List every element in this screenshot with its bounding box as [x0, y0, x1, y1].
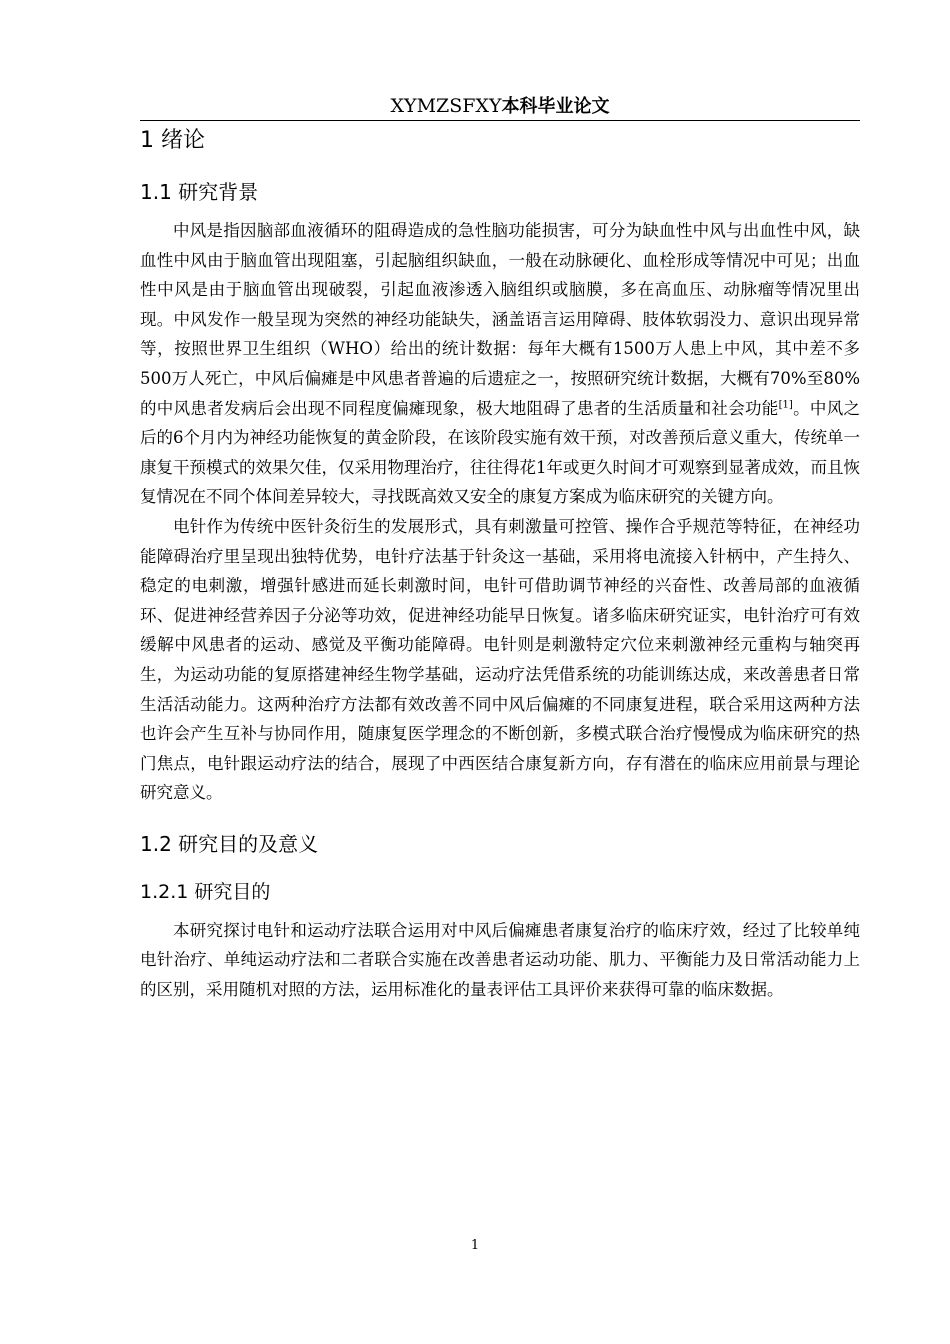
paragraph-text: 。中风之后的6个月内为神经功能恢复的黄金阶段，在该阶段实施有效干预，对改善预后意义重大，传统单一康复干预模式的效果欠佳，仅采用物理治疗，往往得花1年或更久时间才可观察到显著成效，而且恢复情况在不同个体间差异较大，寻找既高效又安全的康复方案成为临床研究的关键方向。	[140, 398, 861, 507]
header-latin: XYMZSFXY	[390, 95, 502, 117]
paragraph-text: 中风是指因脑部血液循环的阻碍造成的急性脑功能损害，可分为缺血性中风与出血性中风，缺血性中风由于脑血管出现阻塞，引起脑组织缺血，一般在动脉硬化、血栓形成等情况中可见；出血性中风是由于脑血管出现破裂，引起血液渗透入脑组织或脑膜，多在高血压、动脉瘤等情况里出现。中风发作一般呈现为突然的神经功能缺失，涵盖语言运用障碍、肢体软弱没力、意识出现异常等，按照世界卫生组织（WHO）给出的统计数据：每年大概有1500万人患上中风，其中差不多500万人死亡，中风后偏瘫是中风患者普遍的后遗症之一，按照研究统计数据，大概有70%至80%的中风患者发病后会出现不同程度偏瘫现象，极大地阻碍了患者的生活质量和社会功能	[140, 221, 860, 418]
section-1-2-1-title: 1.2.1 研究目的	[140, 880, 271, 903]
section-1-1-paragraph-1	[140, 216, 860, 512]
page-number: 1	[470, 1238, 480, 1253]
citation-ref[interactable]: [1]	[778, 399, 793, 411]
page-content	[140, 120, 860, 1005]
section-1-1-title: 1.1 研究背景	[140, 180, 259, 204]
section-1-2-1-paragraph-1: 本研究探讨电针和运动疗法联合运用对中风后偏瘫患者康复治疗的临床疗效，经过了比较单纯电针治疗、单纯运动疗法和二者联合实施在改善患者运动功能、肌力、平衡能力及日常活动能力上的区别，采用随机对照的方法，运用标准化的量表评估工具评价来获得可靠的临床数据。	[140, 920, 860, 1000]
header-cn: 本科毕业论文	[501, 96, 610, 117]
section-1-1-paragraph-2: 电针作为传统中医针灸衍生的发展形式，具有刺激量可控管、操作合乎规范等特征，在神经功能障碍治疗里呈现出独特优势，电针疗法基于针灸这一基础，采用将电流接入针柄中，产生持久、稳定的电刺激，增强针感进而延长刺激时间，电针可借助调节神经的兴奋性、改善局部的血液循环、促进神经营养因子分泌等功效，促进神经功能早日恢复。诸多临床研究证实，电针治疗可有效缓解中风患者的运动、感觉及平衡功能障碍。电针则是刺激特定穴位来刺激神经元重构与轴突再生，为运动功能的复原搭建神经生物学基础，运动疗法凭借系统的功能训练达成，来改善患者日常生活活动能力。这两种治疗方法都有效改善不同中风后偏瘫的不同康复进程，联合采用这两种方法也许会产生互补与协同作用，随康复医学理念的不断创新，多模式联合治疗慢慢成为临床研究的热门焦点，电针跟运动疗法的结合，展现了中西医结合康复新方向，存有潜在的临床应用前景与理论研究意义。	[140, 516, 860, 803]
chapter-title: 1 绪论	[140, 128, 205, 153]
running-header	[140, 94, 860, 121]
section-1-2-title: 1.2 研究目的及意义	[140, 831, 319, 856]
